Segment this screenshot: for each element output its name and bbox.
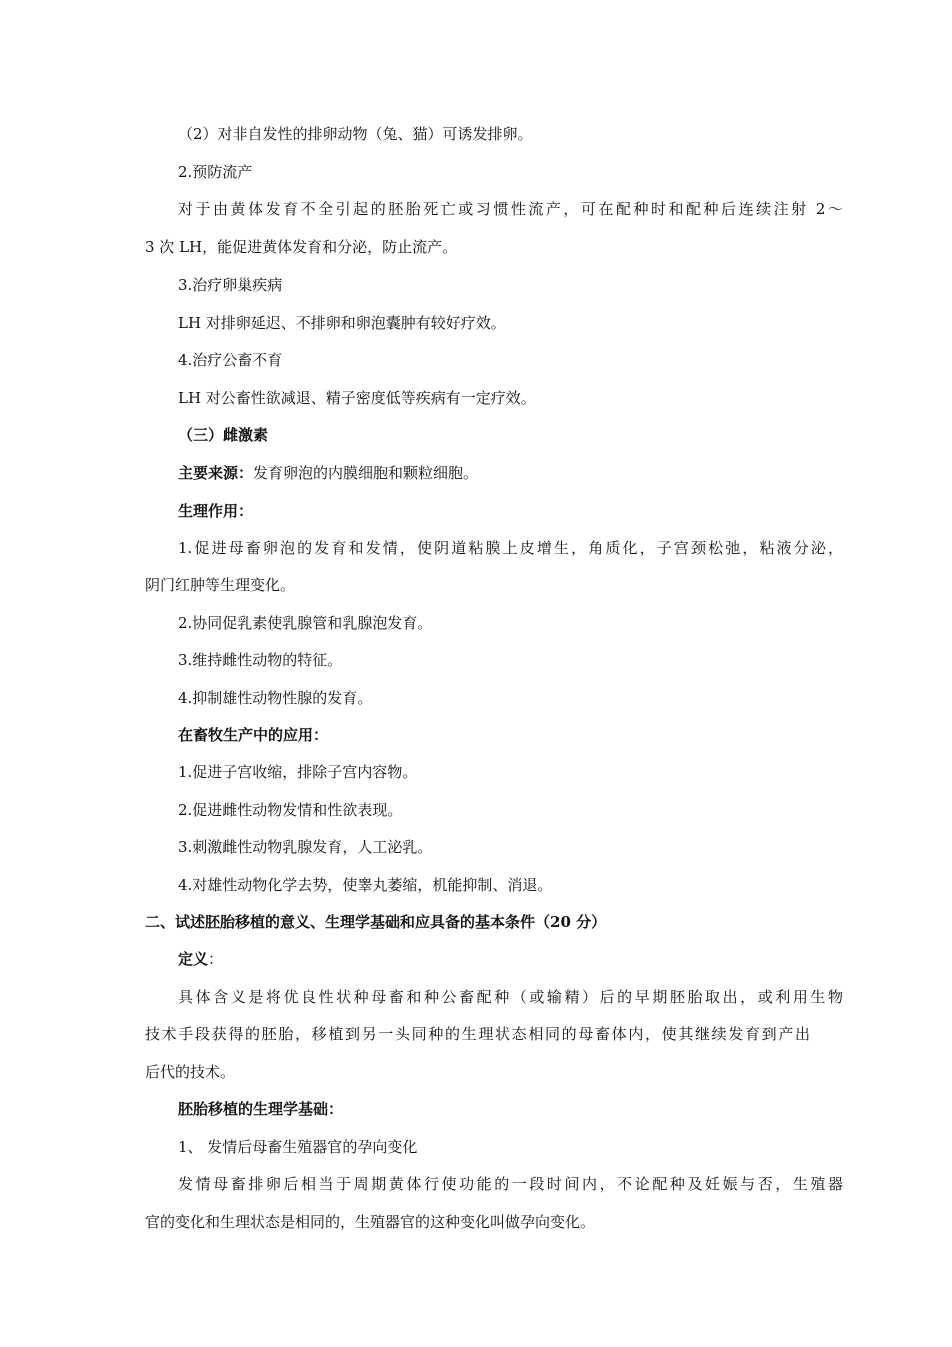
paragraph: 2.促进雌性动物发情和性欲表现。 [178,801,403,819]
paragraph: 发情母畜排卵后相当于周期黄体行使功能的一段时间内，不论配种及妊娠与否，生殖器 [178,1175,843,1193]
paragraph: 具体含义是将优良性状种母畜和种公畜配种（或输精）后的早期胚胎取出，或利用生物 [178,988,843,1006]
section-heading: 二、试述胚胎移植的意义、生理学基础和应具备的基本条件（20 分） [145,913,607,931]
sub-heading: 生理作用： [178,502,254,520]
paragraph: 4.对雄性动物化学去势，使睾丸萎缩，机能抑制、消退。 [178,876,553,894]
paragraph: 4.治疗公畜不育 [178,351,283,369]
label: 定义 [178,950,209,968]
paragraph: 1、 发情后母畜生殖器官的孕向变化 [178,1138,418,1156]
paragraph: 阴门红肿等生理变化。 [145,576,296,594]
label-colon: ： [208,950,224,968]
paragraph: 技术手段获得的胚胎，移植到另一头同种的生理状态相同的母畜体内，使其继续发育到产出 [145,1025,810,1043]
paragraph: 1.促进母畜卵泡的发育和发情，使阴道粘膜上皮增生，角质化，子宫颈松弛，粘液分泌， [178,539,843,557]
paragraph: 2.协同促乳素使乳腺管和乳腺泡发育。 [178,614,433,632]
sub-heading: 在畜牧生产中的应用： [178,726,329,744]
label: 主要来源： [178,464,254,482]
paragraph: 对于由黄体发育不全引起的胚胎死亡或习惯性流产，可在配种时和配种后连续注射 2～ [178,200,843,218]
paragraph: 3.治疗卵巢疾病 [178,276,283,294]
sub-heading [0,949,952,969]
paragraph: 3.刺激雌性动物乳腺发育，人工泌乳。 [178,838,433,856]
paragraph: 1.促进子宫收缩，排除子宫内容物。 [178,763,418,781]
paragraph: LH 对公畜性欲减退、精子密度低等疾病有一定疗效。 [178,389,536,407]
paragraph: （2）对非自发性的排卵动物（兔、猫）可诱发排卵。 [178,125,533,143]
paragraph: 3.维持雌性动物的特征。 [178,651,343,669]
paragraph: 4.抑制雄性动物性腺的发育。 [178,689,373,707]
sub-heading: 胚胎移植的生理学基础： [178,1100,344,1118]
paragraph: 官的变化和生理状态是相同的，生殖器官的这种变化叫做孕向变化。 [145,1213,596,1231]
paragraph: LH 对排卵延迟、不排卵和卵泡囊肿有较好疗效。 [178,314,506,332]
paragraph [0,463,952,483]
label-text: 发育卵泡的内膜细胞和颗粒细胞。 [253,464,479,482]
paragraph: 2.预防流产 [178,163,253,181]
paragraph: 3 次 LH，能促进黄体发育和分泌，防止流产。 [145,238,458,256]
section-heading: （三）雌激素 [178,426,269,444]
paragraph: 后代的技术。 [145,1063,236,1081]
